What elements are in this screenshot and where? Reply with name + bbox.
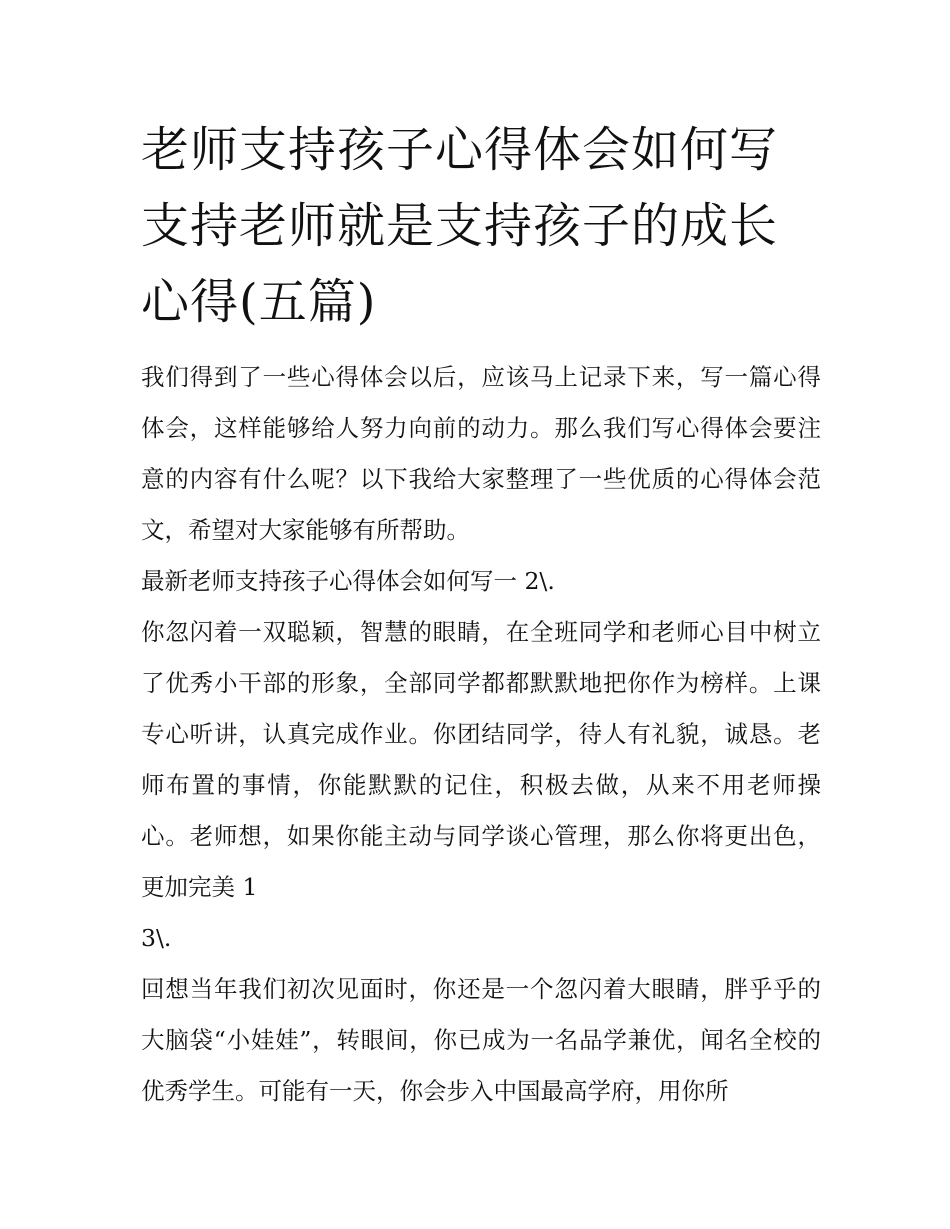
body-paragraph-2: 回想当年我们初次见面时，你还是一个忽闪着大眼睛，胖乎乎的大脑袋“小娃娃”，转眼间，你已成为一名品学兼优，闻名全校的优秀学生。可能有一天，你会步入中国最高学府，用你所 bbox=[141, 975, 821, 1105]
document-title bbox=[141, 112, 821, 340]
title-line-2: 支持老师就是支持孩子的成长 bbox=[141, 198, 779, 254]
document-body bbox=[141, 112, 821, 1117]
section-marker: 3\. bbox=[141, 924, 172, 952]
title-line-3: 心得(五篇) bbox=[141, 274, 377, 330]
body-paragraph-1: 你忽闪着一双聪颖，智慧的眼睛，在全班同学和老师心目中树立了优秀小干部的形象，全部同学都都默默地把你作为榜样。上课专心听讲，认真完成作业。你团结同学，待人有礼貌，诚恳。老师布置的事情，你能默默的记住，积极去做，从来不用老师操心。老师想，如果你能主动与同学谈心管理，那么你将更出色，更加完美 1 bbox=[141, 618, 821, 901]
section-subheading: 最新老师支持孩子心得体会如何写一 2\. bbox=[141, 567, 555, 595]
intro-paragraph: 我们得到了一些心得体会以后，应该马上记录下来，写一篇心得体会，这样能够给人努力向前的动力。那么我们写心得体会要注意的内容有什么呢？以下我给大家整理了一些优质的心得体会范文，希望对大家能够有所帮助。 bbox=[141, 363, 821, 544]
title-line-1: 老师支持孩子心得体会如何写 bbox=[141, 122, 779, 178]
